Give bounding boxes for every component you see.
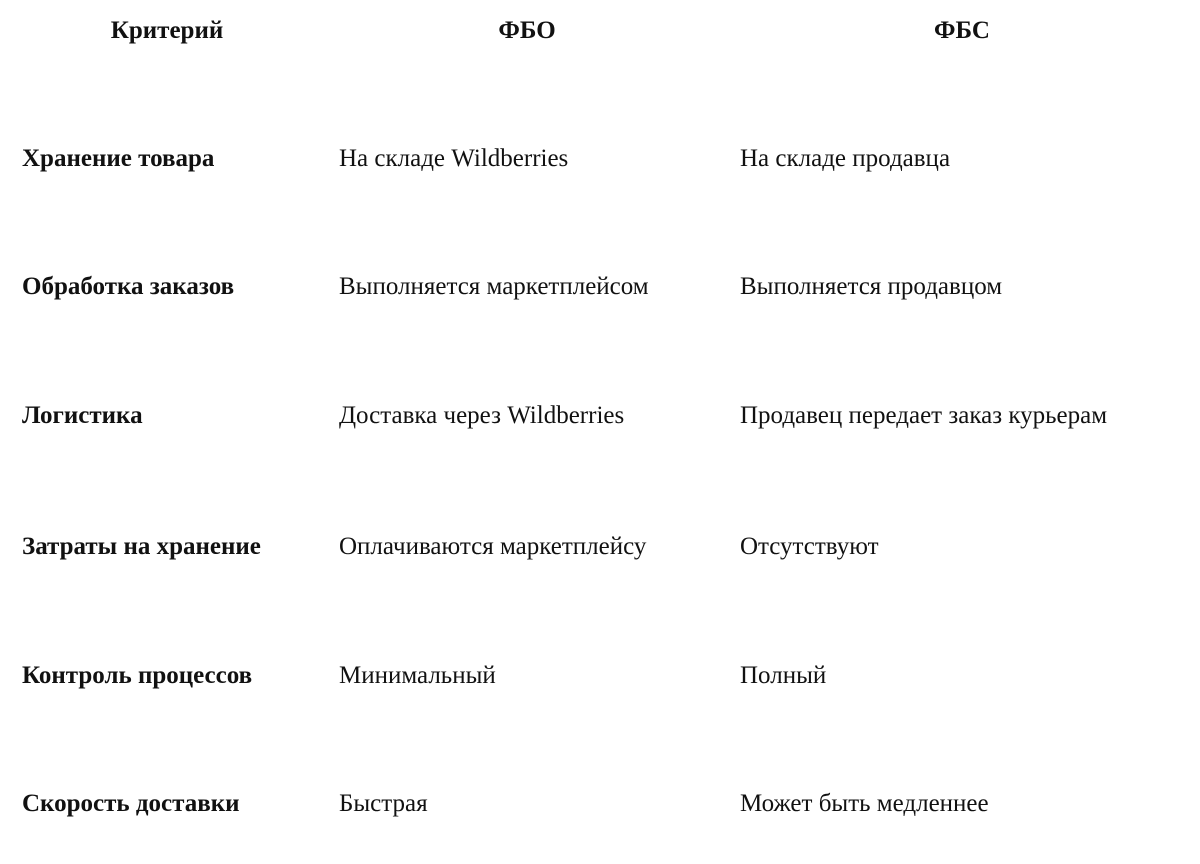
row-fbs-value: Продавец передает заказ курьерам [740, 402, 1108, 429]
row-fbo-value: Минимальный [339, 662, 496, 689]
row-fbo-value: Быстрая [339, 790, 428, 817]
header-fbs: ФБС [934, 17, 990, 44]
row-fbs-value: На складе продавца [740, 145, 951, 172]
row-fbo-value: Выполняется маркетплейсом [339, 273, 649, 300]
row-criterion: Скорость доставки [22, 790, 240, 817]
header-criterion: Критерий [110, 17, 224, 44]
row-fbo-value: На складе Wildberries [339, 145, 569, 172]
row-fbs-value: Отсутствуют [740, 533, 879, 560]
row-criterion: Контроль процессов [22, 662, 253, 689]
row-fbs-value: Полный [740, 662, 827, 689]
row-fbs-value: Выполняется продавцом [740, 273, 1003, 300]
row-criterion: Логистика [22, 402, 143, 429]
row-fbs-value: Может быть медленнее [740, 790, 989, 817]
row-criterion: Затраты на хранение [22, 533, 261, 560]
row-fbo-value: Доставка через Wildberries [339, 402, 625, 429]
row-criterion: Обработка заказов [22, 273, 235, 300]
row-fbo-value: Оплачиваются маркетплейсу [339, 533, 647, 560]
header-fbo: ФБО [498, 17, 556, 44]
row-criterion: Хранение товара [22, 145, 215, 172]
